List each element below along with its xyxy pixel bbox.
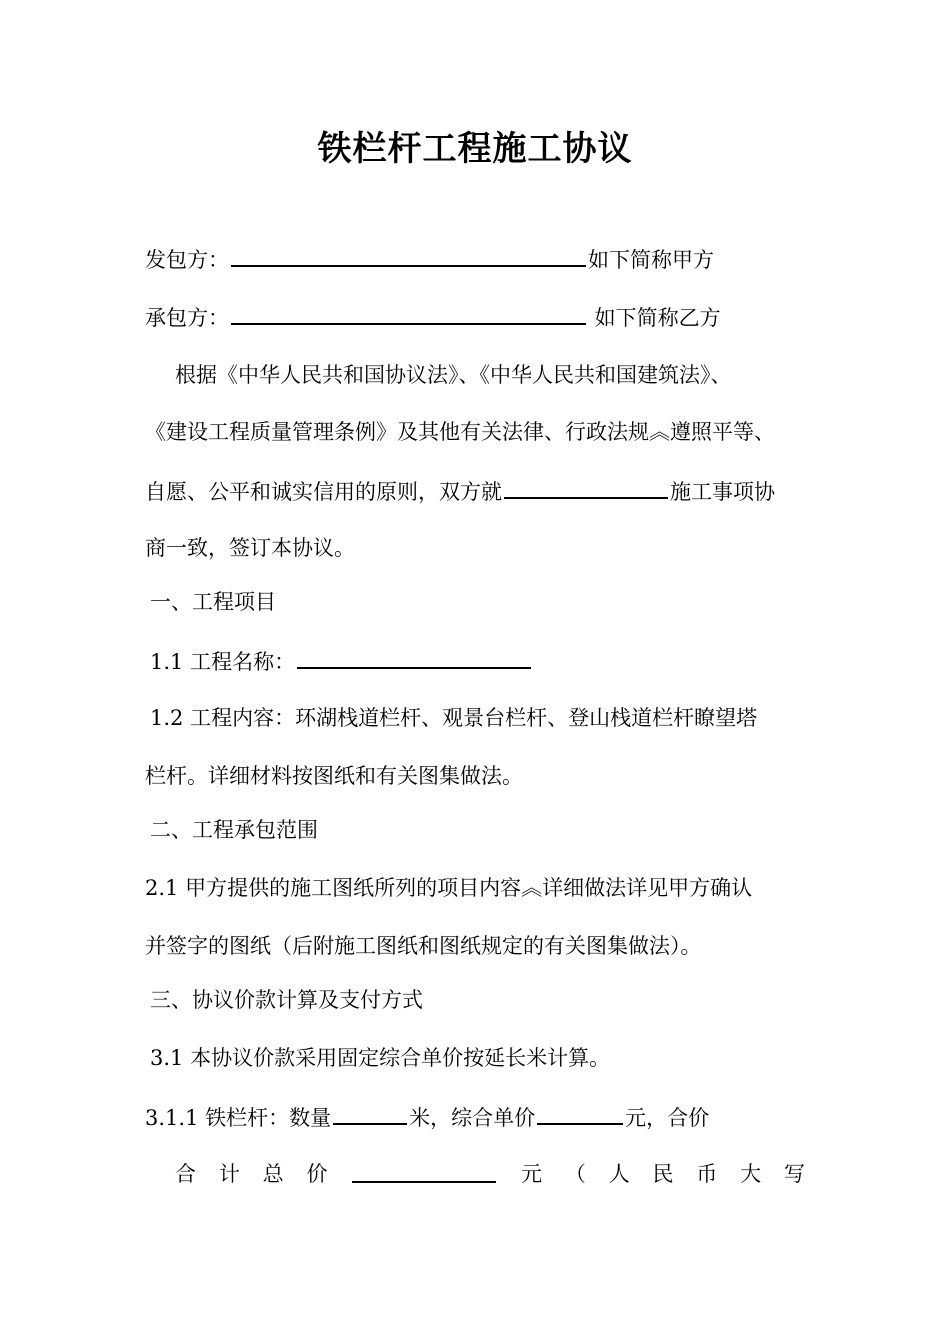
quantity-blank[interactable] (333, 1101, 407, 1125)
clause-line: 栏杆。详细材料按图纸和有关图集做法。 (145, 764, 523, 788)
party-a-blank[interactable] (231, 243, 586, 267)
party-a-line (145, 243, 714, 275)
total-char: 币 (696, 1162, 718, 1186)
paragraph-line (145, 475, 775, 507)
section-heading: 一、工程项目 (150, 590, 276, 614)
paragraph-line: 《建设工程质量管理条例》及其他有关法律、行政法规︽遵照平等、 (145, 420, 775, 444)
total-char: （ (564, 1162, 586, 1186)
total-char: 大 (740, 1162, 762, 1186)
party-a-suffix: 如下简称甲方 (588, 248, 714, 272)
clause-line: 并签字的图纸（后附施工图纸和图纸规定的有关图集做法）。 (145, 934, 702, 958)
paragraph-line: 商一致，签订本协议。 (145, 536, 355, 560)
clause-line: 3.1 本协议价款采用固定综合单价按延长米计算。 (150, 1046, 611, 1070)
paragraph-text: 自愿、公平和诚实信用的原则，双方就 (145, 480, 502, 504)
party-b-blank[interactable] (231, 301, 586, 325)
total-char: 总 (262, 1162, 284, 1186)
clause-text: 1.1 工程名称： (150, 650, 296, 674)
clause-text: 3.1.1 铁栏杆：数量 (145, 1106, 332, 1130)
clause-line (150, 645, 533, 677)
total-char: 民 (652, 1162, 674, 1186)
paragraph-line: 根据《中华人民共和国协议法》、《中华人民共和国建筑法》、 (175, 363, 732, 387)
total-char: 计 (218, 1162, 240, 1186)
total-price-blank[interactable] (352, 1159, 496, 1183)
party-b-suffix: 如下简称乙方 (588, 306, 721, 330)
section-heading: 二、工程承包范围 (150, 818, 318, 842)
clause-line: 2.1 甲方提供的施工图纸所列的项目内容︽详细做法详见甲方确认 (145, 876, 753, 900)
total-price-line (175, 1159, 805, 1189)
clause-line (145, 1101, 709, 1133)
project-name-blank[interactable] (504, 475, 668, 499)
clause-line: 1.2 工程内容：环湖栈道栏杆、观景台栏杆、登山栈道栏杆瞭望塔 (150, 706, 758, 730)
document-title: 铁栏杆工程施工协议 (317, 129, 633, 169)
party-a-label: 发包方： (145, 248, 229, 272)
total-char: 写 (783, 1162, 805, 1186)
total-char: 价 (306, 1162, 328, 1186)
clause-text: 米，综合单价 (409, 1106, 536, 1130)
section-heading: 三、协议价款计算及支付方式 (150, 988, 423, 1012)
paragraph-text: 施工事项协 (670, 480, 775, 504)
engineering-name-blank[interactable] (297, 645, 531, 669)
total-char: 人 (608, 1162, 630, 1186)
unit-price-blank[interactable] (537, 1101, 623, 1125)
clause-text: 元，合价 (625, 1106, 710, 1130)
total-char: 合 (175, 1162, 196, 1186)
party-b-label: 承包方： (145, 306, 229, 330)
total-char: 元 (521, 1162, 543, 1186)
party-b-line (145, 301, 721, 333)
